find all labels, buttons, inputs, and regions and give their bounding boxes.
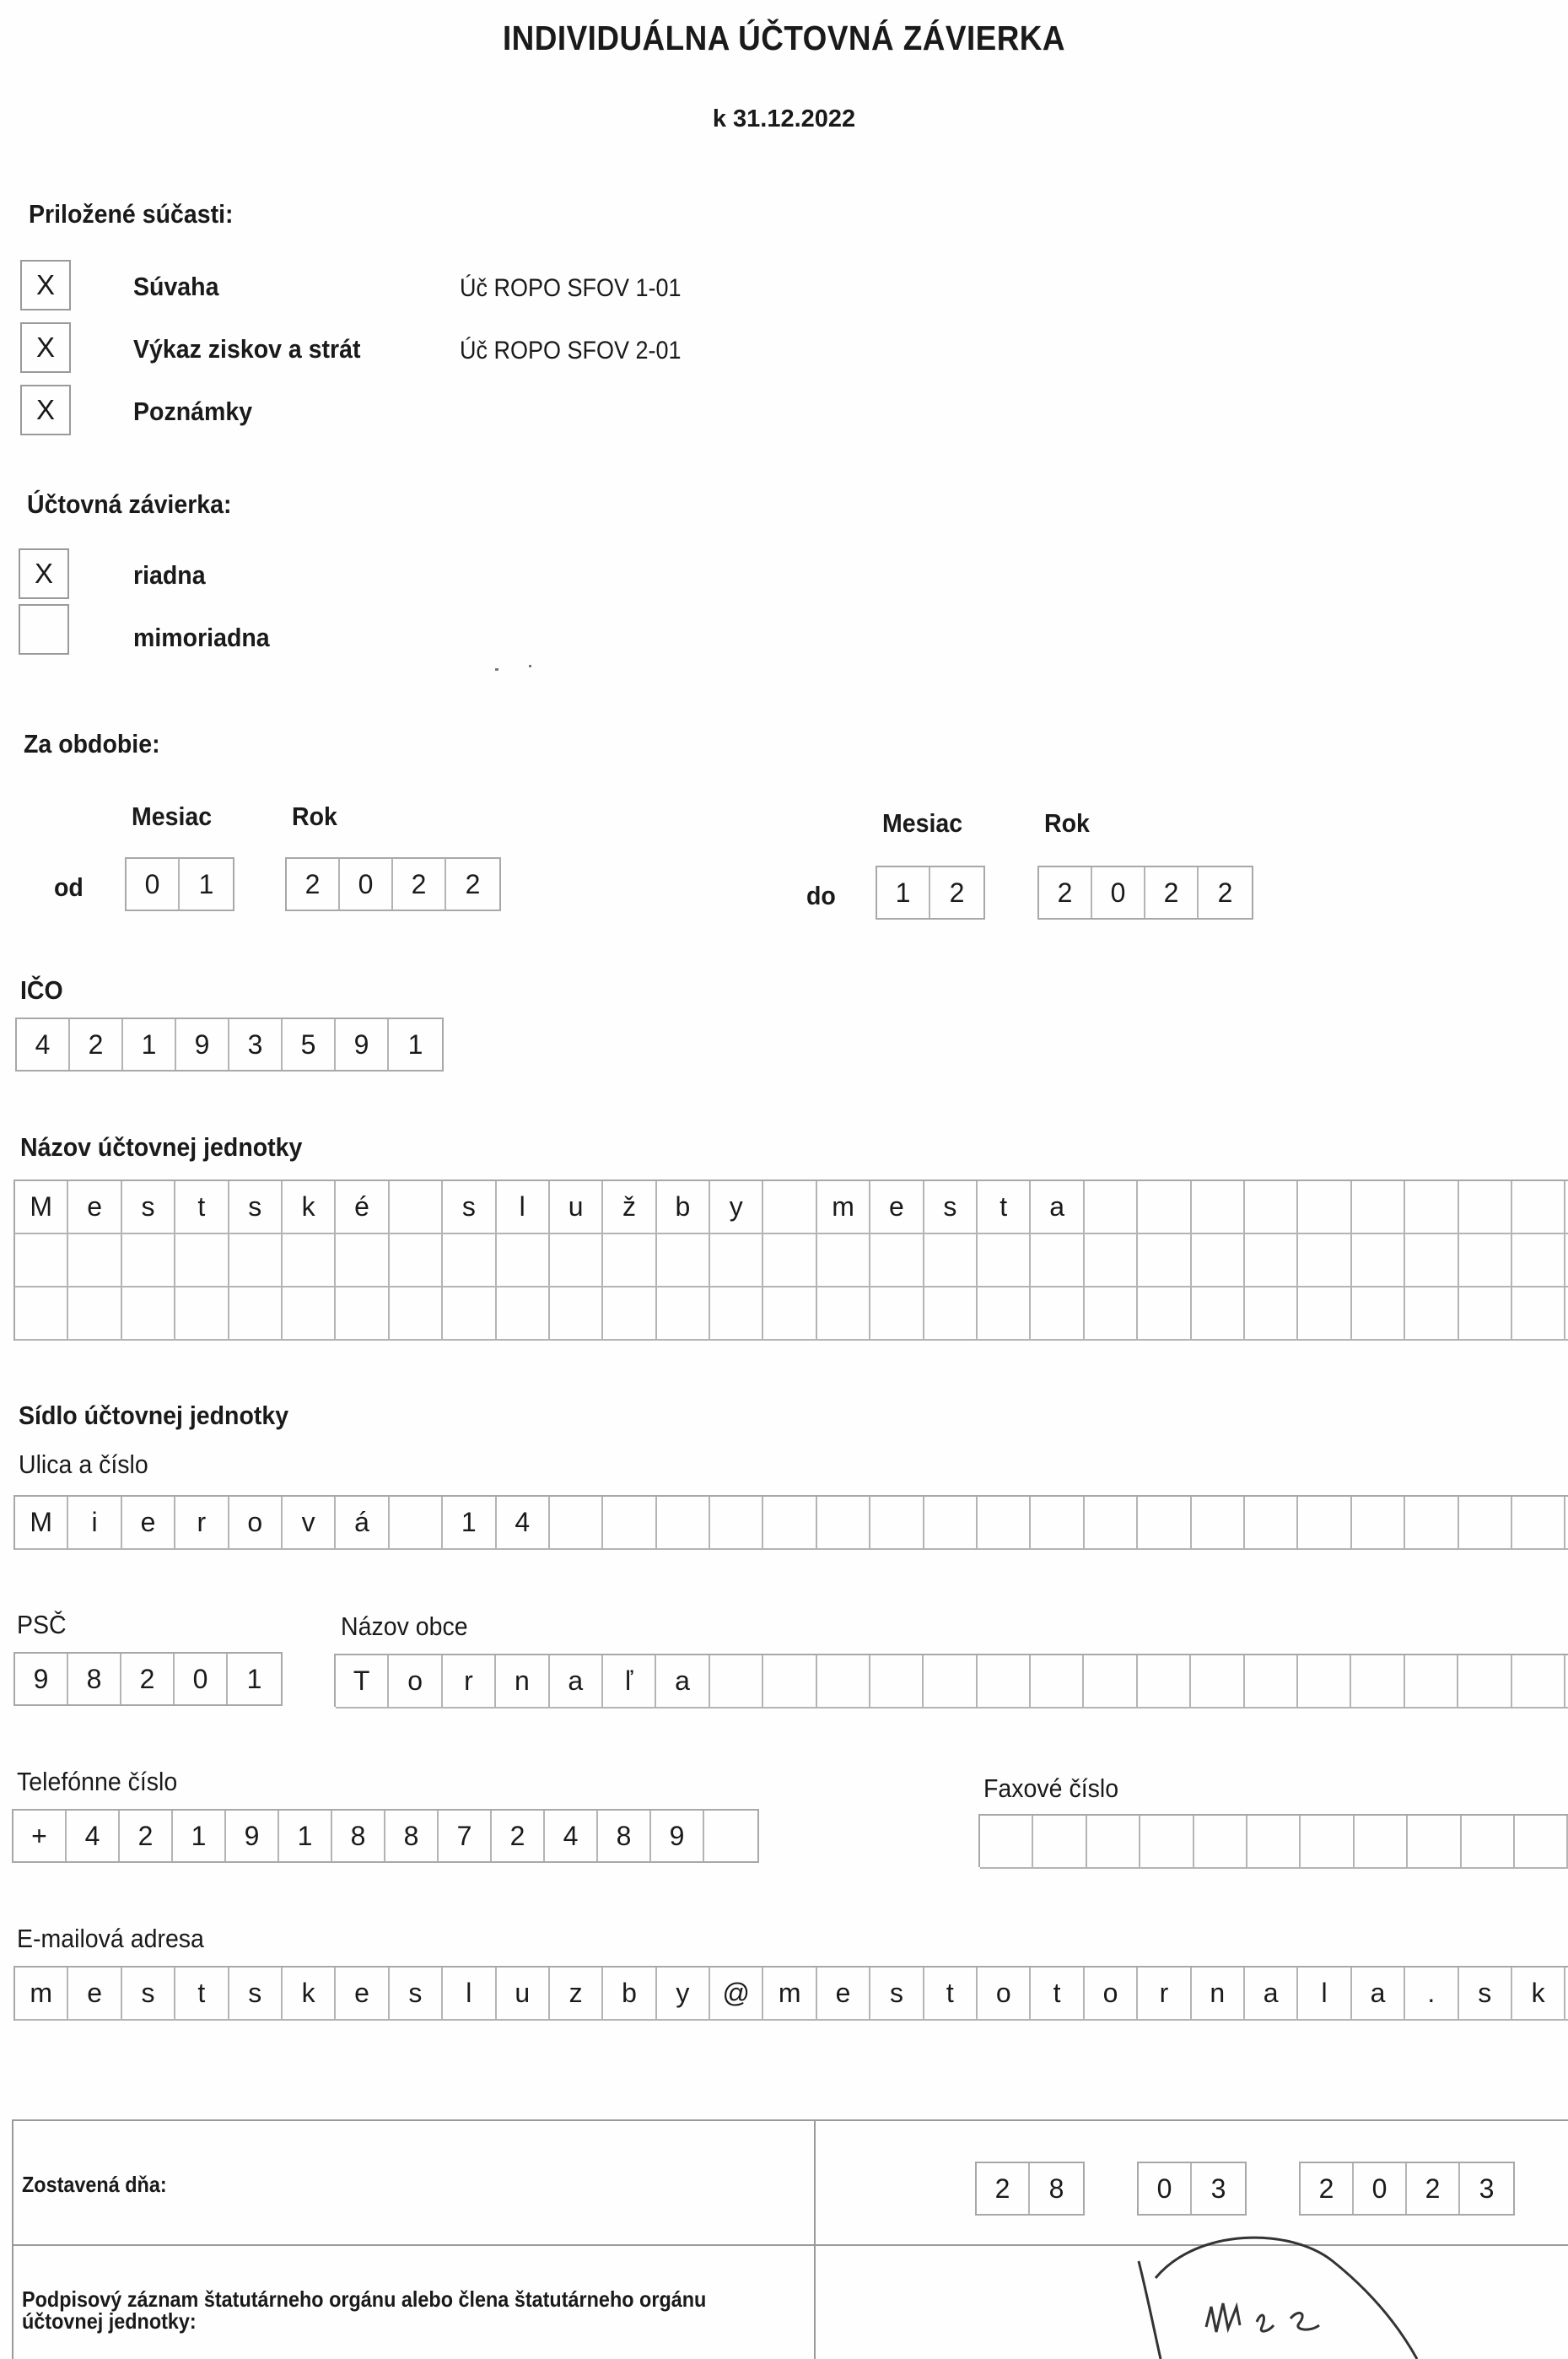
- component-label-poznamky: Poznámky: [133, 397, 253, 426]
- digit-cell: 1: [246, 1663, 262, 1694]
- digit-cell: 0: [175, 1654, 228, 1704]
- digit-cell: 2: [120, 1811, 173, 1861]
- char-cell: y: [710, 1181, 763, 1233]
- char-cell: [1192, 1234, 1245, 1286]
- char-cell: [870, 1287, 924, 1339]
- char-cell: l: [497, 1181, 550, 1233]
- email-row: [15, 1968, 1568, 2021]
- digit-cell: 8: [385, 1811, 439, 1861]
- char-cell: [710, 1234, 763, 1286]
- entity-name-row-3: [15, 1287, 1568, 1341]
- char-cell: [1245, 1287, 1298, 1339]
- char-cell: i: [68, 1497, 121, 1548]
- char-cell: m: [15, 1968, 68, 2019]
- char-cell: [1459, 1497, 1512, 1548]
- period-from-year[interactable]: [285, 857, 501, 911]
- document-date: k 31.12.2022: [712, 105, 856, 132]
- digit-cell: 0: [1139, 2163, 1192, 2214]
- char-cell: [550, 1234, 603, 1286]
- compiled-label: Zostavená dňa:: [22, 2172, 167, 2197]
- char-cell: [924, 1655, 977, 1707]
- period-to-month[interactable]: [876, 866, 985, 920]
- char-cell: 1: [443, 1497, 496, 1548]
- period-to-month-label: Mesiac: [882, 808, 963, 838]
- street-label: Ulica a číslo: [19, 1449, 148, 1479]
- char-cell: [390, 1181, 443, 1233]
- digit-cell: 0: [1092, 867, 1145, 918]
- char-cell: [1352, 1234, 1405, 1286]
- char-cell: [550, 1497, 603, 1548]
- char-cell: [1512, 1287, 1565, 1339]
- digit-cell: 2: [949, 877, 965, 908]
- char-cell: [657, 1234, 710, 1286]
- char-cell: [603, 1234, 656, 1286]
- digit-cell: 1: [198, 868, 214, 899]
- char-cell: [390, 1497, 443, 1548]
- char-cell: [1405, 1497, 1458, 1548]
- char-cell: t: [924, 1968, 978, 2019]
- char-cell: l: [1298, 1968, 1351, 2019]
- char-cell: [870, 1234, 924, 1286]
- digit-cell: 2: [977, 2163, 1030, 2214]
- address-heading: Sídlo účtovnej jednotky: [19, 1401, 289, 1430]
- char-cell: [710, 1655, 763, 1707]
- char-cell: o: [389, 1655, 442, 1707]
- char-cell: [1084, 1655, 1137, 1707]
- char-cell: t: [978, 1181, 1031, 1233]
- email-label: E-mailová adresa: [17, 1924, 204, 1953]
- digit-cell: 2: [393, 859, 446, 910]
- digit-cell: 1: [123, 1019, 176, 1070]
- char-cell: [1512, 1234, 1565, 1286]
- phone-field[interactable]: [12, 1809, 759, 1863]
- char-cell: l: [443, 1968, 496, 2019]
- char-cell: [1138, 1234, 1191, 1286]
- char-cell: s: [229, 1968, 283, 2019]
- char-cell: á: [336, 1497, 389, 1548]
- char-cell: r: [1138, 1968, 1191, 2019]
- digit-cell: 8: [1048, 2173, 1064, 2204]
- char-cell: [817, 1497, 870, 1548]
- digit-cell: 2: [121, 1654, 175, 1704]
- char-cell: [1192, 1287, 1245, 1339]
- char-cell: [1031, 1655, 1084, 1707]
- char-cell: [122, 1234, 175, 1286]
- char-cell: [175, 1287, 229, 1339]
- digit-cell: +: [13, 1811, 67, 1861]
- char-cell: [1512, 1497, 1565, 1548]
- char-cell: [763, 1497, 816, 1548]
- street-field[interactable]: [13, 1495, 1568, 1550]
- char-cell: e: [68, 1181, 121, 1233]
- period-from-month-label: Mesiac: [132, 802, 213, 831]
- char-cell: [1138, 1497, 1191, 1548]
- char-cell: s: [870, 1968, 924, 2019]
- char-cell: [1192, 1181, 1245, 1233]
- char-cell: [1085, 1234, 1138, 1286]
- phone-label: Telefónne číslo: [17, 1767, 178, 1796]
- char-cell: [1515, 1816, 1568, 1867]
- entity-name-field[interactable]: [13, 1180, 1568, 1341]
- char-cell: e: [336, 1968, 389, 2019]
- char-cell: [1192, 1497, 1245, 1548]
- scan-speck: [529, 665, 531, 667]
- period-heading: Za obdobie:: [24, 729, 160, 758]
- char-cell: [550, 1287, 603, 1339]
- char-cell: s: [229, 1181, 283, 1233]
- char-cell: [1512, 1181, 1565, 1233]
- digit-cell: 2: [465, 868, 481, 899]
- period-from-month[interactable]: [125, 857, 234, 911]
- statement-type-riadna: riadna: [133, 560, 206, 590]
- period-from-label: od: [54, 872, 84, 902]
- components-heading: Priložené súčasti:: [29, 199, 234, 229]
- compiled-day[interactable]: [975, 2162, 1085, 2216]
- compiled-month[interactable]: [1137, 2162, 1247, 2216]
- char-cell: [1138, 1181, 1191, 1233]
- char-cell: [283, 1287, 336, 1339]
- digit-cell: 0: [340, 859, 393, 910]
- digit-cell: 2: [70, 1019, 123, 1070]
- char-cell: e: [122, 1497, 175, 1548]
- char-cell: [1352, 1287, 1405, 1339]
- digit-cell: 8: [598, 1811, 651, 1861]
- char-cell: [283, 1234, 336, 1286]
- char-cell: [336, 1234, 389, 1286]
- char-cell: t: [1031, 1968, 1084, 2019]
- char-cell: e: [68, 1968, 121, 2019]
- char-cell: s: [122, 1968, 175, 2019]
- char-cell: m: [817, 1181, 870, 1233]
- digit-cell: 1: [877, 867, 930, 918]
- char-cell: [175, 1234, 229, 1286]
- char-cell: o: [1085, 1968, 1138, 2019]
- char-cell: a: [550, 1655, 603, 1707]
- digit-cell: 1: [279, 1811, 332, 1861]
- char-cell: [1140, 1816, 1194, 1867]
- char-cell: [1459, 1287, 1512, 1339]
- char-cell: [1191, 1655, 1244, 1707]
- entity-name-row-2: [15, 1234, 1568, 1287]
- period-to-label: do: [806, 881, 836, 910]
- digit-cell: 9: [15, 1654, 68, 1704]
- char-cell: [1031, 1287, 1084, 1339]
- handwritten-signature: [1130, 2227, 1484, 2359]
- char-cell: o: [978, 1968, 1031, 2019]
- char-cell: u: [550, 1181, 603, 1233]
- char-cell: [817, 1655, 870, 1707]
- digit-cell: 2: [1145, 867, 1199, 918]
- char-cell: [1194, 1816, 1247, 1867]
- char-cell: [1405, 1234, 1458, 1286]
- checkbox-poznamky[interactable]: X: [20, 385, 71, 435]
- char-cell: [924, 1497, 978, 1548]
- char-cell: s: [122, 1181, 175, 1233]
- city-row: [336, 1655, 1568, 1709]
- char-cell: s: [924, 1181, 978, 1233]
- char-cell: [763, 1234, 816, 1286]
- char-cell: ž: [603, 1181, 656, 1233]
- char-cell: T: [336, 1655, 389, 1707]
- char-cell: k: [283, 1181, 336, 1233]
- char-cell: [924, 1234, 978, 1286]
- component-label-vykaz: Výkaz ziskov a strát: [133, 334, 361, 364]
- ico-label: IČO: [20, 975, 63, 1005]
- char-cell: [1512, 1655, 1565, 1707]
- char-cell: [497, 1234, 550, 1286]
- char-cell: b: [657, 1181, 710, 1233]
- fax-row: [980, 1816, 1568, 1869]
- char-cell: [497, 1287, 550, 1339]
- char-cell: [68, 1234, 121, 1286]
- char-cell: [1298, 1181, 1351, 1233]
- digit-cell: 2: [287, 859, 340, 910]
- char-cell: [978, 1234, 1031, 1286]
- digit-cell: 2: [1217, 877, 1233, 908]
- char-cell: [1138, 1287, 1191, 1339]
- checkbox-vykaz[interactable]: X: [20, 322, 71, 373]
- char-cell: [817, 1234, 870, 1286]
- city-label: Názov obce: [341, 1611, 468, 1641]
- char-cell: [1459, 1181, 1512, 1233]
- signature-label-line-2: účtovnej jednotky:: [22, 2308, 197, 2334]
- compiled-year[interactable]: [1299, 2162, 1515, 2216]
- char-cell: k: [1512, 1968, 1565, 2019]
- char-cell: [1087, 1816, 1140, 1867]
- char-cell: [15, 1234, 68, 1286]
- statement-type-mimoriadna: mimoriadna: [133, 623, 270, 652]
- component-code-vykaz: Úč ROPO SFOV 2-01: [460, 337, 682, 364]
- email-field[interactable]: [13, 1966, 1568, 2021]
- char-cell: n: [496, 1655, 549, 1707]
- fax-field[interactable]: [978, 1814, 1568, 1867]
- char-cell: [390, 1287, 443, 1339]
- component-code-suvaha: Úč ROPO SFOV 1-01: [460, 274, 682, 302]
- ico-field[interactable]: [15, 1018, 444, 1072]
- signature-table-column-divider: [814, 2119, 816, 2359]
- char-cell: [1085, 1497, 1138, 1548]
- char-cell: M: [15, 1497, 68, 1548]
- char-cell: y: [657, 1968, 710, 2019]
- char-cell: [710, 1497, 763, 1548]
- signature-label: [22, 2288, 706, 2332]
- char-cell: [1245, 1655, 1298, 1707]
- char-cell: [710, 1287, 763, 1339]
- char-cell: [1245, 1181, 1298, 1233]
- char-cell: [1245, 1497, 1298, 1548]
- char-cell: é: [336, 1181, 389, 1233]
- char-cell: [1405, 1181, 1458, 1233]
- char-cell: [763, 1181, 816, 1233]
- digit-cell: 8: [68, 1654, 121, 1704]
- char-cell: [817, 1287, 870, 1339]
- period-to-year[interactable]: [1037, 866, 1253, 920]
- digit-cell: 2: [1301, 2163, 1354, 2214]
- char-cell: [1138, 1655, 1191, 1707]
- char-cell: a: [1031, 1181, 1084, 1233]
- char-cell: [390, 1234, 443, 1286]
- digit-cell: 4: [17, 1019, 70, 1070]
- char-cell: [763, 1655, 816, 1707]
- char-cell: [978, 1655, 1031, 1707]
- char-cell: [1462, 1816, 1515, 1867]
- char-cell: [1352, 1181, 1405, 1233]
- char-cell: z: [550, 1968, 603, 2019]
- char-cell: e: [817, 1968, 870, 2019]
- digit-cell: 9: [651, 1811, 704, 1861]
- char-cell: [870, 1655, 924, 1707]
- char-cell: [980, 1816, 1033, 1867]
- checkbox-mimoriadna[interactable]: [19, 604, 69, 655]
- char-cell: m: [763, 1968, 816, 2019]
- char-cell: [1247, 1816, 1301, 1867]
- char-cell: u: [497, 1968, 550, 2019]
- digit-cell: 2: [1407, 2163, 1460, 2214]
- char-cell: [1033, 1816, 1086, 1867]
- char-cell: [1352, 1497, 1405, 1548]
- digit-cell: 2: [1039, 867, 1092, 918]
- char-cell: [924, 1287, 978, 1339]
- char-cell: r: [443, 1655, 496, 1707]
- char-cell: [1351, 1655, 1404, 1707]
- char-cell: t: [175, 1968, 229, 2019]
- char-cell: [336, 1287, 389, 1339]
- char-cell: [443, 1234, 496, 1286]
- char-cell: s: [443, 1181, 496, 1233]
- char-cell: [1298, 1497, 1351, 1548]
- digit-cell: 3: [1210, 2173, 1226, 2204]
- char-cell: [1085, 1181, 1138, 1233]
- digit-cell: 9: [336, 1019, 389, 1070]
- char-cell: [1085, 1287, 1138, 1339]
- char-cell: [603, 1497, 656, 1548]
- char-cell: a: [1352, 1968, 1405, 2019]
- char-cell: [1355, 1816, 1408, 1867]
- statement-type-heading: Účtovná závierka:: [27, 489, 232, 519]
- digit-cell: 8: [332, 1811, 385, 1861]
- digit-cell: 0: [1354, 2163, 1407, 2214]
- char-cell: n: [1192, 1968, 1245, 2019]
- component-label-suvaha: Súvaha: [133, 272, 219, 301]
- digit-cell: 0: [127, 859, 180, 910]
- digit-cell: 2: [492, 1811, 545, 1861]
- char-cell: [229, 1234, 283, 1286]
- psc-label: PSČ: [17, 1610, 67, 1639]
- char-cell: r: [175, 1497, 229, 1548]
- char-cell: [1245, 1234, 1298, 1286]
- char-cell: [1408, 1816, 1461, 1867]
- digit-cell: 7: [439, 1811, 492, 1861]
- digit-cell: 4: [67, 1811, 120, 1861]
- char-cell: o: [229, 1497, 283, 1548]
- char-cell: [1301, 1816, 1354, 1867]
- char-cell: e: [870, 1181, 924, 1233]
- fax-label: Faxové číslo: [983, 1773, 1119, 1803]
- char-cell: a: [656, 1655, 709, 1707]
- char-cell: b: [603, 1968, 656, 2019]
- signature-label-line-1: Podpisový záznam štatutárneho orgánu alebo člena štatutárneho orgánu: [22, 2286, 707, 2312]
- char-cell: [657, 1497, 710, 1548]
- char-cell: [657, 1287, 710, 1339]
- document-title: INDIVIDUÁLNA ÚČTOVNÁ ZÁVIERKA: [502, 19, 1066, 57]
- char-cell: [15, 1287, 68, 1339]
- char-cell: [1405, 1287, 1458, 1339]
- char-cell: a: [1245, 1968, 1298, 2019]
- char-cell: [229, 1287, 283, 1339]
- char-cell: ľ: [603, 1655, 656, 1707]
- char-cell: [978, 1497, 1031, 1548]
- char-cell: [122, 1287, 175, 1339]
- char-cell: s: [1459, 1968, 1512, 2019]
- char-cell: [1458, 1655, 1511, 1707]
- digit-cell: 4: [545, 1811, 598, 1861]
- char-cell: [870, 1497, 924, 1548]
- city-field[interactable]: [334, 1654, 1568, 1707]
- char-cell: [1031, 1234, 1084, 1286]
- char-cell: [1459, 1234, 1512, 1286]
- char-cell: [1298, 1655, 1351, 1707]
- digit-cell: 9: [176, 1019, 229, 1070]
- street-row: [15, 1497, 1568, 1550]
- char-cell: [68, 1287, 121, 1339]
- char-cell: v: [283, 1497, 336, 1548]
- psc-field[interactable]: [13, 1652, 283, 1706]
- char-cell: [1031, 1497, 1084, 1548]
- scan-speck: [495, 668, 498, 671]
- digit-cell: 1: [173, 1811, 226, 1861]
- digit-cell: 5: [283, 1019, 336, 1070]
- char-cell: k: [283, 1968, 336, 2019]
- char-cell: .: [1405, 1968, 1458, 2019]
- char-cell: [603, 1287, 656, 1339]
- digit-cell: 1: [407, 1028, 423, 1060]
- char-cell: t: [175, 1181, 229, 1233]
- char-cell: @: [710, 1968, 763, 2019]
- char-cell: [1405, 1655, 1458, 1707]
- entity-name-label: Názov účtovnej jednotky: [20, 1132, 303, 1162]
- char-cell: 4: [497, 1497, 550, 1548]
- char-cell: [1298, 1234, 1351, 1286]
- checkbox-suvaha[interactable]: X: [20, 260, 71, 310]
- digit-cell: [704, 1811, 757, 1861]
- period-to-year-label: Rok: [1044, 808, 1090, 838]
- entity-name-row-1: [15, 1181, 1568, 1234]
- char-cell: [443, 1287, 496, 1339]
- digit-cell: 3: [1479, 2173, 1495, 2204]
- char-cell: [978, 1287, 1031, 1339]
- char-cell: [1298, 1287, 1351, 1339]
- char-cell: [763, 1287, 816, 1339]
- checkbox-riadna[interactable]: X: [19, 548, 69, 599]
- period-from-year-label: Rok: [292, 802, 337, 831]
- digit-cell: 9: [226, 1811, 279, 1861]
- digit-cell: 3: [229, 1019, 283, 1070]
- char-cell: M: [15, 1181, 68, 1233]
- char-cell: s: [390, 1968, 443, 2019]
